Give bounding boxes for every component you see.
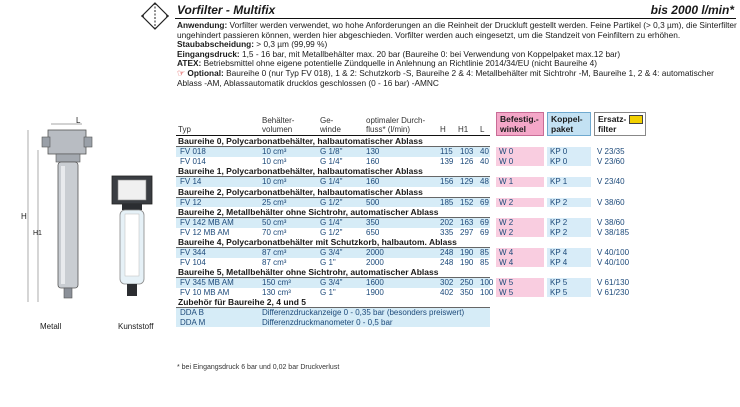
dimension-label-l: L [76,116,81,125]
cell-h: 139 [440,156,454,166]
group-title: Baureihe 2, Polycarbonatbehälter, halbautomatischer Ablass [176,187,490,198]
ersatz-cell: V 38/60 [594,218,646,228]
cell-durchfluss: 2000 [366,248,384,257]
cell-volumen: 50 cm³ [262,218,287,227]
table-row [176,177,490,187]
cell-gewinde: G 1/8" [320,147,343,156]
group-spacer [496,187,544,198]
anwendung-label: Anwendung: [177,20,228,30]
ersatz-header [594,112,646,136]
cell-durchfluss: 650 [366,227,380,237]
group-spacer [496,166,544,177]
cell-h: 248 [440,248,454,257]
cell-l: 100 [480,278,494,287]
group-spacer [496,136,544,147]
eingang-text: 1,5 - 16 bar, mit Metallbehälter max. 20 bar (Baureihe 0: bei Verwendung von Koppelpaket max.12 bar) [239,48,621,59]
cell-volumen: 70 cm³ [262,227,287,237]
ersatz-cell: V 40/100 [594,248,646,258]
product-illustration [0,110,175,340]
cell-h: 402 [440,287,454,297]
cell-durchfluss: 160 [366,156,380,166]
cell-h1: 190 [460,248,474,257]
table-row [176,147,490,157]
product-table [176,112,494,327]
ersatz-cell: V 38/60 [594,198,646,208]
befestig-cell: W 4 [496,258,544,268]
group-spacer [547,187,591,198]
cell-l: 40 [480,147,489,156]
col-header-h1: H1 [458,125,469,134]
filter-element-icon [629,115,643,124]
cell-gewinde: G 1/4" [320,156,343,166]
befestig-cell: W 5 [496,288,544,298]
accessory-row [176,308,490,318]
group-spacer [594,166,646,177]
cell-volumen: 10 cm³ [262,177,287,186]
befestigungswinkel-column [496,112,544,297]
accessory-typ: DDA B [180,308,205,317]
table-row [176,228,490,238]
staub-text: > 0,3 µm (99,99 %) [253,39,328,50]
ersatz-cell: V 23/40 [594,177,646,187]
cell-l: 69 [480,218,489,227]
ersatz-cell: V 61/230 [594,288,646,298]
befestig-cell: W 0 [496,157,544,167]
max-flow-label: bis 2000 l/min* [650,3,734,17]
group-spacer [594,187,646,198]
cell-gewinde: G 1/4" [320,177,343,186]
befestig-cell: W 2 [496,218,544,228]
group-spacer [547,136,591,147]
cell-durchfluss: 350 [366,218,380,227]
ersatz-cell: V 40/100 [594,258,646,268]
group-spacer [496,207,544,218]
cell-durchfluss: 500 [366,197,380,207]
cell-typ: FV 344 [180,248,206,257]
accessory-description: Differenzdruckanzeige 0 - 0,35 bar (besonders preiswert) [262,308,465,317]
cell-h1: 129 [460,177,474,186]
atex-text: Betriebsmittel ohne eigene potentielle Zündquelle in Anlehnung an Richtlinie 2014/34/EU (nicht Baureihe 4) [201,58,598,69]
cell-l: 100 [480,287,494,297]
cell-l: 40 [480,156,489,166]
cell-volumen: 150 cm³ [262,278,291,287]
table-row [176,278,494,288]
anwendung-text: Vorfilter werden verwendet, wo hohe Anforderungen an die Reinheit der Druckluft gestellt werden. Feine Partikel (> 0,3 µm), die Sinterfilter ungehindert passieren können, werden hier abgeschieden. Vorfilter werden auch eingesetzt, um die Standzeit von Feinfiltern zu erhöhen. [177,20,737,40]
table-row [176,287,494,298]
group-title: Baureihe 4, Polycarbonatbehälter mit Schutzkorb, halbautom. Ablass [176,237,490,248]
cell-h: 248 [440,257,454,267]
cell-h: 185 [440,197,454,207]
koppel-cell: KP 2 [547,228,591,238]
header-bar [175,3,736,19]
koppel-cell: KP 4 [547,258,591,268]
befestig-cell: W 1 [496,177,544,187]
cell-gewinde: G 3/4" [320,248,343,257]
cell-volumen: 10 cm³ [262,147,287,156]
cell-h1: 152 [460,197,474,207]
befestig-header: Befestig.- winkel [496,112,544,136]
cell-typ: FV 10 MB AM [180,287,230,297]
cell-volumen: 25 cm³ [262,197,287,207]
koppel-cell: KP 5 [547,278,591,288]
cell-gewinde: G 1" [320,287,336,297]
cell-l: 85 [480,257,489,267]
group-spacer [496,237,544,248]
ersatzfilter-column [594,112,646,297]
koppel-cell: KP 0 [547,157,591,167]
koppel-cell: KP 2 [547,218,591,228]
befestig-cell: W 4 [496,248,544,258]
befestig-cell: W 2 [496,228,544,238]
table-row [176,218,490,228]
cell-durchfluss: 1600 [366,278,384,287]
group-spacer [594,237,646,248]
optional-label: Optional: [187,67,224,78]
page-title: Vorfilter - Multifix [177,3,276,17]
cell-volumen: 87 cm³ [262,257,287,267]
cell-gewinde: G 1" [320,257,336,267]
accessory-description: Differenzdruckmanometer 0 - 0,5 bar [262,317,393,327]
col-header-durchfluss: optimaler Durch- fluss* (l/min) [366,116,426,134]
koppel-header: Koppel- paket [547,112,591,136]
koppel-cell: KP 5 [547,288,591,298]
group-title: Baureihe 0, Polycarbonatbehälter, halbautomatischer Ablass [176,136,490,147]
befestig-cell: W 2 [496,198,544,208]
group-title: Baureihe 1, Polycarbonatbehälter, halbautomatischer Ablass [176,166,490,177]
cell-durchfluss: 160 [366,177,380,186]
cell-typ: FV 142 MB AM [180,218,234,227]
cell-h1: 350 [460,287,474,297]
cell-h1: 297 [460,227,474,237]
befestig-cell: W 0 [496,147,544,157]
cell-h1: 163 [460,218,474,227]
staub-label: Staubabscheidung: [177,39,254,50]
cell-h1: 103 [460,147,474,156]
cell-gewinde: G 1/2" [320,197,343,207]
dimension-label-h1: H1 [33,230,42,237]
cell-h: 302 [440,278,454,287]
cell-gewinde: G 1/4" [320,218,343,227]
group-spacer [594,207,646,218]
cell-durchfluss: 130 [366,147,380,156]
caption-metall: Metall [40,322,62,331]
cell-l: 85 [480,248,489,257]
cell-volumen: 87 cm³ [262,248,287,257]
table-row [176,248,490,258]
col-header-l: L [480,125,485,134]
cell-h: 202 [440,218,454,227]
cell-typ: FV 345 MB AM [180,278,234,287]
cell-l: 69 [480,227,489,237]
group-spacer [547,267,591,278]
table-row [176,198,490,208]
ersatz-cell: V 38/185 [594,228,646,238]
footnote: * bei Eingangsdruck 6 bar und 0,02 bar Druckverlust [177,364,340,371]
caption-kunststoff: Kunststoff [118,322,154,331]
ersatz-header-label: Ersatz- filter [598,114,627,134]
cell-h: 156 [440,177,454,186]
accessory-typ: DDA M [180,317,206,327]
table-row [176,258,490,268]
koppel-cell: KP 4 [547,248,591,258]
dimension-label-h: H [21,212,27,221]
koppel-cell: KP 1 [547,177,591,187]
cell-h: 335 [440,227,454,237]
cell-l: 48 [480,177,489,186]
cell-typ: FV 12 MB AM [180,227,230,237]
group-spacer [547,207,591,218]
cell-typ: FV 018 [180,147,206,156]
group-spacer [547,237,591,248]
cell-h1: 190 [460,257,474,267]
ersatz-cell: V 23/60 [594,157,646,167]
koppel-cell: KP 2 [547,198,591,208]
cell-h1: 126 [460,156,474,166]
koppelpaket-column [547,112,591,297]
pointing-hand-icon: ☞ [177,67,186,78]
atex-label: ATEX: [177,58,202,69]
filter-symbol-icon [141,2,169,30]
group-spacer [594,267,646,278]
group-spacer [594,136,646,147]
cell-h: 115 [440,147,453,156]
col-header-volumen: Behälter- volumen [262,116,295,134]
group-spacer [496,267,544,278]
cell-gewinde: G 1/2" [320,227,343,237]
cell-l: 69 [480,197,489,207]
col-header-gewinde: Ge- winde [320,116,341,134]
cell-typ: FV 12 [180,197,202,207]
accessory-row [176,318,490,328]
cell-h1: 250 [460,278,474,287]
group-spacer [547,166,591,177]
koppel-cell: KP 0 [547,147,591,157]
cell-typ: FV 014 [180,156,206,166]
accessories-title: Zubehör für Baureihe 2, 4 und 5 [176,297,490,308]
table-header [176,112,490,136]
table-body [176,136,494,327]
befestig-cell: W 5 [496,278,544,288]
ersatz-cell: V 23/35 [594,147,646,157]
cell-typ: FV 104 [180,257,206,267]
ersatz-cell: V 61/130 [594,278,646,288]
col-header-typ: Typ [178,125,191,134]
optional-text: Baureihe 0 (nur Typ FV 018), 1 & 2: Schutzkorb -S, Baureihe 2 & 4: Metallbehälter mit Sichtrohr -M, Baureihe 1, 2 & 4: automatischer Ablass -AM, Ablassautomatik drucklos geschlossen (0 - 16 bar) -AMNC [177,67,714,88]
group-title: Baureihe 2, Metallbehälter ohne Sichtrohr, automatischer Ablass [176,207,490,218]
cell-durchfluss: 1900 [366,287,384,297]
table-row [176,157,490,167]
cell-typ: FV 14 [180,177,202,186]
cell-volumen: 10 cm³ [262,156,287,166]
group-title: Baureihe 5, Metallbehälter ohne Sichtrohr, automatischer Ablass [176,267,490,278]
col-header-h: H [440,125,446,134]
description-block [177,21,737,88]
cell-durchfluss: 2000 [366,257,384,267]
cell-volumen: 130 cm³ [262,287,291,297]
eingang-label: Eingangsdruck: [177,48,240,59]
cell-gewinde: G 3/4" [320,278,343,287]
